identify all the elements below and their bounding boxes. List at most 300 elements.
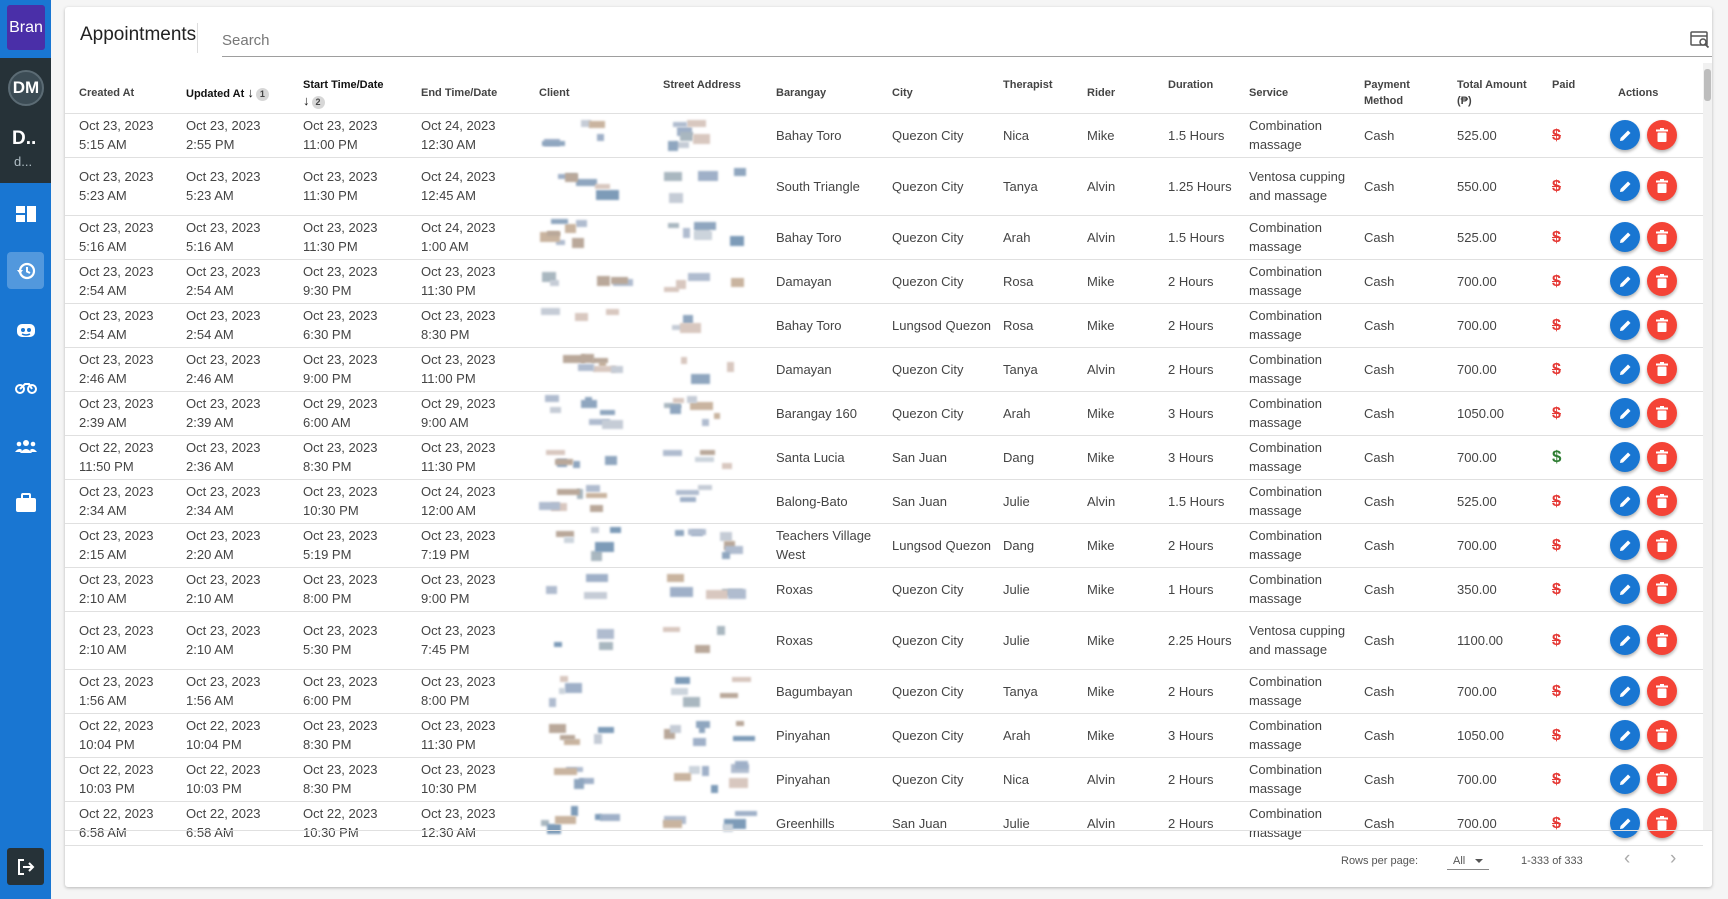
edit-button[interactable]	[1610, 574, 1640, 604]
edit-button[interactable]	[1610, 720, 1640, 750]
barangay-cell: Pinyahan	[776, 727, 831, 743]
rider-cell: Alvin	[1087, 178, 1116, 194]
delete-button[interactable]	[1647, 266, 1677, 296]
table-row[interactable]	[65, 567, 1703, 611]
barangay-cell: Bahay Toro	[776, 317, 842, 333]
total-cell: 525.00	[1457, 229, 1497, 245]
next-page-button[interactable]: ›	[1670, 848, 1677, 869]
duration-cell: 3 Hours	[1168, 449, 1214, 465]
sort-desc-icon[interactable]: ↓	[247, 85, 254, 100]
spa-icon	[16, 321, 36, 339]
search-icon[interactable]	[1690, 31, 1710, 54]
payment-cell: Cash	[1364, 537, 1395, 553]
unpaid-icon: $	[1552, 492, 1561, 510]
col-duration[interactable]: Duration	[1168, 63, 1249, 113]
total-cell: 700.00	[1457, 815, 1497, 831]
therapist-cell: Dang	[1003, 449, 1035, 465]
therapist-cell: Arah	[1003, 405, 1031, 421]
unpaid-icon: $	[1552, 726, 1561, 744]
pencil-icon	[1619, 729, 1632, 742]
duration-cell: 1.5 Hours	[1168, 229, 1225, 245]
service-cell: Combination massage	[1249, 396, 1322, 430]
table-row[interactable]	[65, 157, 1703, 215]
street-redacted	[663, 307, 753, 343]
created-at-cell: Oct 23, 2023 2:34 AM	[65, 479, 186, 523]
service-cell: Ventosa cupping and massage	[1249, 623, 1346, 657]
updated-at-cell: Oct 23, 2023 5:16 AM	[186, 215, 303, 259]
trash-icon	[1656, 772, 1668, 786]
start-time-cell: Oct 23, 2023 5:30 PM	[303, 611, 421, 669]
col-street-address[interactable]: Street Address	[663, 63, 776, 113]
end-time-cell: Oct 23, 2023 10:30 PM	[421, 757, 539, 801]
table-row[interactable]	[65, 435, 1703, 479]
therapist-cell: Tanya	[1003, 361, 1038, 377]
edit-button[interactable]	[1610, 486, 1640, 516]
service-cell: Combination massage	[1249, 308, 1322, 342]
table-body	[65, 113, 1703, 845]
start-time-cell: Oct 29, 2023 6:00 AM	[303, 391, 421, 435]
paid-icon: $	[1552, 447, 1562, 466]
start-time-cell: Oct 23, 2023 8:00 PM	[303, 567, 421, 611]
rider-cell: Alvin	[1087, 361, 1116, 377]
logout-button[interactable]	[7, 848, 44, 885]
client-redacted	[539, 439, 629, 475]
col-barangay[interactable]: Barangay	[776, 63, 892, 113]
end-time-cell: Oct 23, 2023 7:19 PM	[421, 523, 539, 567]
row-actions	[1610, 398, 1703, 428]
table-row[interactable]	[65, 757, 1703, 801]
row-actions	[1610, 310, 1703, 340]
col-service[interactable]: Service	[1249, 63, 1364, 113]
trash-icon	[1656, 728, 1668, 742]
delete-button[interactable]	[1647, 676, 1677, 706]
therapist-cell: Dang	[1003, 537, 1035, 553]
trash-icon	[1656, 684, 1668, 698]
updated-at-cell: Oct 23, 2023 2:39 AM	[186, 391, 303, 435]
pencil-icon	[1619, 773, 1632, 786]
city-cell: Quezon City	[892, 683, 964, 699]
edit-button[interactable]	[1610, 442, 1640, 472]
unpaid-icon: $	[1552, 631, 1561, 649]
search-input[interactable]	[222, 26, 1622, 54]
barangay-cell: Barangay 160	[776, 405, 857, 421]
edit-button[interactable]	[1610, 764, 1640, 794]
edit-button[interactable]	[1610, 354, 1640, 384]
barangay-cell: Damayan	[776, 273, 832, 289]
title-divider	[197, 23, 198, 53]
nav-therapists[interactable]	[7, 427, 44, 464]
rider-cell: Alvin	[1087, 771, 1116, 787]
duration-cell: 2 Hours	[1168, 683, 1214, 699]
barangay-cell: Roxas	[776, 581, 813, 597]
row-actions	[1610, 625, 1703, 655]
page-title: Appointments	[80, 24, 197, 45]
trash-icon	[1656, 816, 1668, 830]
user-panel	[0, 58, 51, 183]
end-time-cell: Oct 23, 2023 11:30 PM	[421, 259, 539, 303]
city-cell: Quezon City	[892, 361, 964, 377]
pencil-icon	[1619, 495, 1632, 508]
city-cell: Lungsod Quezon	[892, 317, 992, 333]
total-cell: 1050.00	[1457, 727, 1504, 743]
row-actions	[1610, 222, 1703, 252]
duration-cell: 2.25 Hours	[1168, 632, 1232, 648]
unpaid-icon: $	[1552, 814, 1561, 832]
city-cell: San Juan	[892, 815, 947, 831]
rows-per-page-value: All	[1453, 855, 1466, 867]
delete-button[interactable]	[1647, 442, 1677, 472]
row-actions	[1610, 574, 1703, 604]
duration-cell: 2 Hours	[1168, 361, 1214, 377]
sort-desc-icon[interactable]: ↓	[303, 93, 310, 108]
table-row[interactable]	[65, 611, 1703, 669]
pencil-icon	[1619, 583, 1632, 596]
search-bar	[222, 20, 1712, 57]
col-start-time[interactable]: Start Time/Date ↓ 2	[303, 63, 421, 113]
col-client[interactable]: Client	[539, 63, 663, 113]
street-redacted	[663, 673, 753, 709]
rider-cell: Mike	[1087, 273, 1115, 289]
trash-icon	[1656, 406, 1668, 420]
nav-dashboard[interactable]	[7, 195, 44, 232]
table-row[interactable]	[65, 347, 1703, 391]
therapist-cell: Arah	[1003, 229, 1031, 245]
delete-button[interactable]	[1647, 310, 1677, 340]
duration-cell: 2 Hours	[1168, 537, 1214, 553]
barangay-cell: Bagumbayan	[776, 683, 853, 699]
row-actions	[1610, 354, 1703, 384]
created-at-cell: Oct 23, 2023 2:15 AM	[65, 523, 186, 567]
total-cell: 700.00	[1457, 317, 1497, 333]
payment-cell: Cash	[1364, 273, 1395, 289]
payment-cell: Cash	[1364, 178, 1395, 194]
street-redacted	[663, 527, 753, 563]
col-payment-method[interactable]: Payment Method	[1364, 63, 1457, 113]
logout-icon	[17, 858, 35, 876]
end-time-cell: Oct 24, 2023 12:00 AM	[421, 479, 539, 523]
start-time-cell: Oct 23, 2023 6:00 PM	[303, 669, 421, 713]
appointments-table-wrapper	[65, 63, 1703, 840]
delete-button[interactable]	[1647, 354, 1677, 384]
end-time-cell: Oct 24, 2023 12:45 AM	[421, 157, 539, 215]
updated-at-cell: Oct 23, 2023 2:46 AM	[186, 347, 303, 391]
service-cell: Combination massage	[1249, 484, 1322, 518]
pencil-icon	[1619, 363, 1632, 376]
created-at-cell: Oct 23, 2023 2:54 AM	[65, 303, 186, 347]
barangay-cell: Balong-Bato	[776, 493, 848, 509]
table-row[interactable]	[65, 259, 1703, 303]
delete-button[interactable]	[1647, 625, 1677, 655]
street-redacted	[663, 622, 753, 658]
updated-at-cell: Oct 23, 2023 5:23 AM	[186, 157, 303, 215]
payment-cell: Cash	[1364, 727, 1395, 743]
table-row[interactable]	[65, 215, 1703, 259]
start-time-cell: Oct 23, 2023 8:30 PM	[303, 713, 421, 757]
end-time-cell: Oct 23, 2023 8:00 PM	[421, 669, 539, 713]
delete-button[interactable]	[1647, 530, 1677, 560]
updated-at-cell: Oct 23, 2023 2:36 AM	[186, 435, 303, 479]
table-row[interactable]	[65, 523, 1703, 567]
col-total-amount[interactable]: Total Amount (₱)	[1457, 63, 1552, 113]
city-cell: Quezon City	[892, 632, 964, 648]
updated-at-cell: Oct 23, 2023 2:55 PM	[186, 113, 303, 157]
start-time-cell: Oct 23, 2023 9:00 PM	[303, 347, 421, 391]
street-redacted	[663, 117, 753, 153]
delete-button[interactable]	[1647, 120, 1677, 150]
unpaid-icon: $	[1552, 272, 1561, 290]
end-time-cell: Oct 23, 2023 11:30 PM	[421, 435, 539, 479]
pencil-icon	[1619, 275, 1632, 288]
start-time-cell: Oct 23, 2023 11:00 PM	[303, 113, 421, 157]
row-actions	[1610, 442, 1703, 472]
created-at-cell: Oct 23, 2023 2:46 AM	[65, 347, 186, 391]
unpaid-icon: $	[1552, 580, 1561, 598]
created-at-cell: Oct 22, 2023 11:50 PM	[65, 435, 186, 479]
total-cell: 350.00	[1457, 581, 1497, 597]
delete-button[interactable]	[1647, 398, 1677, 428]
rider-cell: Mike	[1087, 449, 1115, 465]
edit-button[interactable]	[1610, 266, 1640, 296]
nav-jobs[interactable]	[7, 484, 44, 521]
row-actions	[1610, 120, 1703, 150]
col-paid[interactable]: Paid	[1552, 63, 1610, 113]
total-cell: 700.00	[1457, 361, 1497, 377]
unpaid-icon: $	[1552, 316, 1561, 334]
service-cell: Combination massage	[1249, 352, 1322, 386]
edit-button[interactable]	[1610, 171, 1640, 201]
table-row[interactable]	[65, 303, 1703, 347]
pagination-range: 1-333 of 333	[1521, 855, 1583, 867]
payment-cell: Cash	[1364, 317, 1395, 333]
city-cell: Quezon City	[892, 771, 964, 787]
avatar[interactable]: DM	[8, 70, 44, 106]
client-redacted	[539, 483, 629, 519]
trash-icon	[1656, 582, 1668, 596]
sort-order-badge: 1	[256, 88, 269, 101]
barangay-cell: Santa Lucia	[776, 449, 845, 465]
trash-icon	[1656, 318, 1668, 332]
created-at-cell: Oct 22, 2023 10:04 PM	[65, 713, 186, 757]
created-at-cell: Oct 22, 2023 6:58 AM	[65, 801, 186, 845]
therapist-cell: Julie	[1003, 493, 1030, 509]
barangay-cell: Pinyahan	[776, 771, 831, 787]
delete-button[interactable]	[1647, 574, 1677, 604]
total-cell: 525.00	[1457, 127, 1497, 143]
created-at-cell: Oct 22, 2023 10:03 PM	[65, 757, 186, 801]
payment-cell: Cash	[1364, 815, 1395, 831]
total-cell: 700.00	[1457, 771, 1497, 787]
city-cell: Quezon City	[892, 178, 964, 194]
rider-cell: Alvin	[1087, 493, 1116, 509]
end-time-cell: Oct 24, 2023 12:30 AM	[421, 113, 539, 157]
service-cell: Combination massage	[1249, 220, 1322, 254]
barangay-cell: Roxas	[776, 632, 813, 648]
payment-cell: Cash	[1364, 771, 1395, 787]
city-cell: Quezon City	[892, 727, 964, 743]
barangay-cell: Greenhills	[776, 815, 835, 831]
street-redacted	[663, 395, 753, 431]
delete-button[interactable]	[1647, 222, 1677, 252]
total-cell: 1050.00	[1457, 405, 1504, 421]
updated-at-cell: Oct 22, 2023 10:04 PM	[186, 713, 303, 757]
created-at-cell: Oct 23, 2023 2:39 AM	[65, 391, 186, 435]
therapist-cell: Julie	[1003, 632, 1030, 648]
updated-at-cell: Oct 23, 2023 2:10 AM	[186, 567, 303, 611]
appointments-table	[65, 63, 1703, 846]
city-cell: Quezon City	[892, 581, 964, 597]
service-cell: Combination massage	[1249, 528, 1322, 562]
start-time-cell: Oct 22, 2023 10:30 PM	[303, 801, 421, 845]
therapist-cell: Nica	[1003, 771, 1030, 787]
delete-button[interactable]	[1647, 720, 1677, 750]
table-header-row	[65, 63, 1703, 113]
table-row[interactable]	[65, 479, 1703, 523]
briefcase-icon	[16, 494, 36, 512]
client-redacted	[539, 761, 629, 797]
edit-button[interactable]	[1610, 676, 1640, 706]
edit-button[interactable]	[1610, 222, 1640, 252]
pencil-icon	[1619, 129, 1632, 142]
col-updated-at[interactable]: Updated At ↓ 1	[186, 63, 303, 113]
nav-riders[interactable]	[7, 368, 44, 405]
client-redacted	[539, 351, 629, 387]
updated-at-cell: Oct 22, 2023 10:03 PM	[186, 757, 303, 801]
service-cell: Combination massage	[1249, 762, 1322, 796]
trash-icon	[1656, 230, 1668, 244]
total-cell: 700.00	[1457, 273, 1497, 289]
payment-cell: Cash	[1364, 449, 1395, 465]
service-cell: Combination massage	[1249, 718, 1322, 752]
created-at-cell: Oct 23, 2023 2:10 AM	[65, 567, 186, 611]
pencil-icon	[1619, 319, 1632, 332]
duration-cell: 3 Hours	[1168, 727, 1214, 743]
rider-cell: Mike	[1087, 405, 1115, 421]
barangay-cell: Bahay Toro	[776, 229, 842, 245]
client-redacted	[539, 263, 629, 299]
client-redacted	[539, 307, 629, 343]
col-therapist[interactable]: Therapist	[1003, 63, 1087, 113]
service-cell: Combination massage	[1249, 806, 1322, 840]
updated-at-cell: Oct 23, 2023 2:54 AM	[186, 259, 303, 303]
motorcycle-icon	[15, 380, 37, 394]
client-redacted	[539, 527, 629, 563]
updated-at-cell: Oct 23, 2023 2:20 AM	[186, 523, 303, 567]
service-cell: Combination massage	[1249, 674, 1322, 708]
end-time-cell: Oct 23, 2023 8:30 PM	[421, 303, 539, 347]
street-redacted	[663, 351, 753, 387]
chevron-down-icon	[1475, 859, 1483, 863]
table-row[interactable]	[65, 113, 1703, 157]
duration-cell: 2 Hours	[1168, 273, 1214, 289]
vertical-scrollbar[interactable]	[1703, 63, 1712, 830]
client-redacted	[539, 622, 629, 658]
unpaid-icon: $	[1552, 682, 1561, 700]
table-row[interactable]	[65, 391, 1703, 435]
rider-cell: Mike	[1087, 632, 1115, 648]
col-rider[interactable]: Rider	[1087, 63, 1168, 113]
created-at-cell: Oct 23, 2023 2:10 AM	[65, 611, 186, 669]
pencil-icon	[1619, 407, 1632, 420]
city-cell: San Juan	[892, 449, 947, 465]
edit-button[interactable]	[1610, 625, 1640, 655]
edit-button[interactable]	[1610, 530, 1640, 560]
barangay-cell: Bahay Toro	[776, 127, 842, 143]
client-redacted	[539, 717, 629, 753]
rows-per-page-select[interactable]	[1447, 851, 1489, 870]
rider-cell: Mike	[1087, 537, 1115, 553]
nav-history[interactable]	[7, 252, 44, 289]
trash-icon	[1656, 274, 1668, 288]
duration-cell: 3 Hours	[1168, 405, 1214, 421]
therapist-cell: Julie	[1003, 581, 1030, 597]
col-city[interactable]: City	[892, 63, 1003, 113]
pencil-icon	[1619, 451, 1632, 464]
edit-button[interactable]	[1610, 310, 1640, 340]
pencil-icon	[1619, 817, 1632, 830]
client-redacted	[539, 219, 629, 255]
row-actions	[1610, 266, 1703, 296]
dashboard-icon	[16, 206, 36, 222]
trash-icon	[1656, 494, 1668, 508]
duration-cell: 2 Hours	[1168, 317, 1214, 333]
edit-button[interactable]	[1610, 120, 1640, 150]
rider-cell: Mike	[1087, 581, 1115, 597]
delete-button[interactable]	[1647, 764, 1677, 794]
table-row[interactable]	[65, 713, 1703, 757]
street-redacted	[663, 483, 753, 519]
delete-button[interactable]	[1647, 171, 1677, 201]
street-redacted	[663, 263, 753, 299]
unpaid-icon: $	[1552, 536, 1561, 554]
user-name: D..	[12, 128, 37, 149]
start-time-cell: Oct 23, 2023 10:30 PM	[303, 479, 421, 523]
table-footer	[65, 830, 1712, 888]
sort-order-badge: 2	[312, 96, 325, 109]
sidebar	[0, 0, 51, 899]
payment-cell: Cash	[1364, 632, 1395, 648]
trash-icon	[1656, 179, 1668, 193]
brand-logo[interactable]: Bran	[7, 5, 45, 50]
payment-cell: Cash	[1364, 361, 1395, 377]
col-created-at[interactable]: Created At	[65, 63, 186, 113]
therapist-cell: Tanya	[1003, 178, 1038, 194]
total-cell: 525.00	[1457, 493, 1497, 509]
payment-cell: Cash	[1364, 683, 1395, 699]
service-cell: Combination massage	[1249, 440, 1322, 474]
end-time-cell: Oct 23, 2023 7:45 PM	[421, 611, 539, 669]
total-cell: 550.00	[1457, 178, 1497, 194]
duration-cell: 1 Hours	[1168, 581, 1214, 597]
therapist-cell: Julie	[1003, 815, 1030, 831]
pencil-icon	[1619, 634, 1632, 647]
end-time-cell: Oct 24, 2023 1:00 AM	[421, 215, 539, 259]
scrollbar-thumb[interactable]	[1704, 69, 1711, 101]
city-cell: Quezon City	[892, 229, 964, 245]
payment-cell: Cash	[1364, 493, 1395, 509]
payment-cell: Cash	[1364, 581, 1395, 597]
end-time-cell: Oct 23, 2023 11:30 PM	[421, 713, 539, 757]
table-row[interactable]	[65, 669, 1703, 713]
edit-button[interactable]	[1610, 398, 1640, 428]
delete-button[interactable]	[1647, 486, 1677, 516]
group-icon	[15, 439, 37, 453]
city-cell: San Juan	[892, 493, 947, 509]
prev-page-button[interactable]: ‹	[1624, 848, 1631, 869]
street-redacted	[663, 168, 753, 204]
col-end-time[interactable]: End Time/Date	[421, 63, 539, 113]
nav-services[interactable]	[7, 311, 44, 348]
duration-cell: 1.25 Hours	[1168, 178, 1232, 194]
